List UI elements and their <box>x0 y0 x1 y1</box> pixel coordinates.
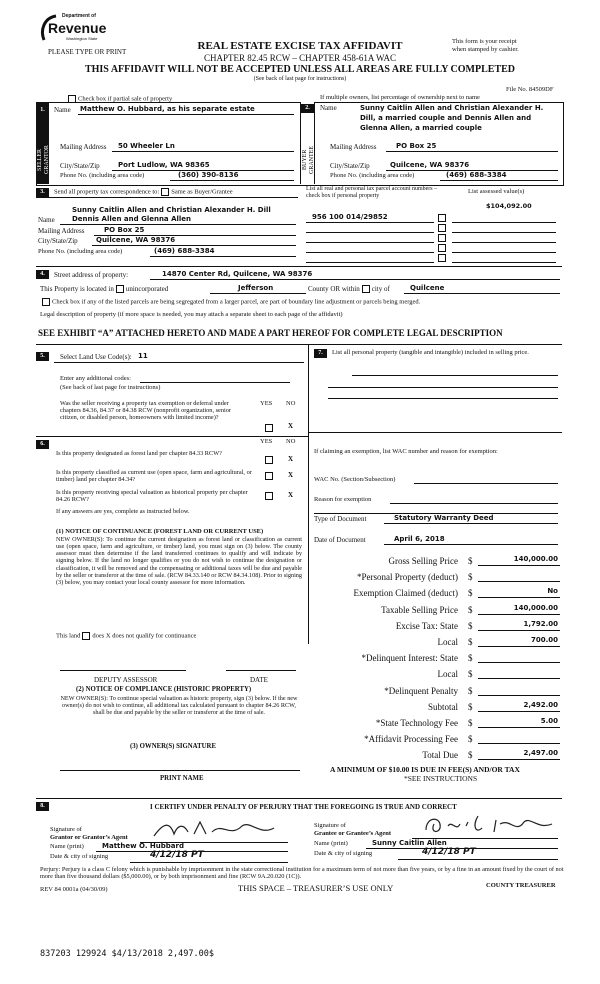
correspondence-phone-label: Phone No. (including area code) <box>38 248 123 255</box>
segregated-row <box>40 298 580 306</box>
calc-value[interactable]: 700.00 <box>530 636 558 644</box>
yes-header-6: YES <box>260 438 273 445</box>
city-of-label: city of <box>371 285 390 293</box>
reason-label: Reason for exemption <box>314 496 372 503</box>
street-label: Street address of property: <box>54 271 129 279</box>
seller-city[interactable]: Port Ludlow, WA 98365 <box>118 161 210 169</box>
grantee-signature-icon <box>420 812 560 838</box>
grantor-sig-label-1: Signature of <box>50 826 82 833</box>
wac-number-label: WAC No. (Section/Subsection) <box>314 476 396 483</box>
logo-word: Revenue <box>48 20 107 36</box>
historic-question: Is this property receiving special valuation as historical property per chapter 84.26 RCW? <box>56 489 248 504</box>
calc-dollar-sign: $ <box>468 750 473 760</box>
calc-dollar-sign: $ <box>468 669 473 679</box>
calc-dollar-sign: $ <box>468 605 473 615</box>
notice-continuance-title: (1) NOTICE OF CONTINUANCE (FOREST LAND OR CURRENT USE) <box>56 528 264 535</box>
correspondence-mailing-label: Mailing Address <box>38 227 85 235</box>
seller-mailing[interactable]: 50 Wheeler Ln <box>118 142 175 150</box>
calc-dollar-sign: $ <box>468 653 473 663</box>
calc-value[interactable]: 1,792.00 <box>523 620 558 628</box>
this-land-label: This land <box>56 632 81 640</box>
buyer-city-label: City/State/Zip <box>330 162 370 170</box>
logo-top-text: Department of <box>62 13 96 19</box>
owner-signature-label: (3) OWNER(S) SIGNATURE <box>130 743 216 750</box>
land-use-code[interactable]: 11 <box>138 352 148 360</box>
additional-codes-note: (See back of last page for instructions) <box>60 384 161 391</box>
seller-phone[interactable]: (360) 390-8136 <box>178 171 239 179</box>
seller-name-label: Name <box>54 106 71 114</box>
grantee-sig-label-2: Grantee or Grantee’s Agent <box>314 830 392 837</box>
land-use-label: Select Land Use Code(s): <box>60 353 132 361</box>
receipt-note-2: when stamped by cashier. <box>452 46 519 53</box>
this-land-row <box>56 632 196 640</box>
calc-value[interactable]: 140,000.00 <box>513 604 558 612</box>
see-back-note: (See back of last page for instructions) <box>253 76 347 82</box>
section-8-number: 8. <box>36 802 49 811</box>
calc-dollar-sign: $ <box>468 718 473 728</box>
buyer-side-label: BUYER GRANTEE <box>302 146 315 174</box>
forest-no-mark[interactable]: X <box>288 455 294 463</box>
deputy-assessor-label: DEPUTY ASSESSOR <box>94 676 158 684</box>
grantor-sig-label-2: Grantor or Grantor’s Agent <box>50 834 128 841</box>
document-date-label: Date of Document <box>314 536 366 544</box>
calc-value[interactable]: 2,497.00 <box>523 749 558 757</box>
exhibit-statement: SEE EXHIBIT “A” ATTACHED HERETO AND MADE A PART HEREOF FOR COMPLETE LEGAL DESCRIPTION <box>38 328 503 338</box>
calc-label: Exemption Claimed (deduct) <box>353 588 458 598</box>
grantor-date-city[interactable]: 4/12/18 PT <box>150 850 204 860</box>
historic-no-mark[interactable]: X <box>288 491 294 499</box>
segregated-checkbox[interactable] <box>42 298 50 306</box>
correspondence-name-2[interactable]: Dennis Allen and Glenna Allen <box>72 215 192 223</box>
legal-description-label: Legal description of property (if more space is needed, you may attach a separate sheet to each page of the affidavit) <box>40 311 343 318</box>
calc-label: *Delinquent Interest: State <box>361 653 458 663</box>
calc-label: Local <box>437 669 458 679</box>
parcel-number[interactable]: 956 100 014/29852 <box>312 213 388 221</box>
grantor-name-print-label: Name (print) <box>50 843 84 850</box>
correspondence-city-label: City/State/Zip <box>38 237 78 245</box>
seller-name[interactable]: Matthew O. Hubbard, as his separate estate <box>80 105 255 113</box>
grantor-signature-icon <box>150 818 280 842</box>
calc-dollar-sign: $ <box>468 734 473 744</box>
city-checkbox[interactable] <box>362 285 370 293</box>
receipt-note-1: This form is your receipt <box>452 38 517 45</box>
buyer-name[interactable]: Sunny Caitlin Allen and Christian Alexander H. Dill, a married couple and Dennis Allen and Glenna Allen, a married couple <box>360 104 544 132</box>
property-county[interactable]: Jefferson <box>238 284 274 292</box>
section-3-number: 3. <box>36 188 49 197</box>
assessed-value[interactable]: $104,092.00 <box>486 202 532 210</box>
segregated-label: Check box if any of the listed parcels are being segregated from a larger parcel, are part of boundary line adjustment or parcels being merged. <box>52 298 421 306</box>
correspondence-label: Send all property tax correspondence to: <box>54 188 160 196</box>
calc-label: *Delinquent Penalty <box>384 686 458 696</box>
perjury-statement: Perjury: Perjury is a class C felony which is punishable by imprisonment in the state correctional institution for a maximum term of not more than five years, or by a fine in an amount fixed by the court of not more than five thousand dollars ($5,000.00), or by both imprisonment and fine (RCW 9A.20.020 (1C)). <box>40 866 564 881</box>
section-2-number: 2. <box>301 104 314 113</box>
calc-label: Taxable Selling Price <box>381 605 458 615</box>
calc-value[interactable]: No <box>547 587 558 595</box>
seller-city-label: City/State/Zip <box>60 162 100 170</box>
calc-label: Excise Tax: State <box>395 621 458 631</box>
correspondence-phone[interactable]: (469) 688-3384 <box>154 247 215 255</box>
calc-value[interactable]: 140,000.00 <box>513 555 558 563</box>
current-use-yes-checkbox[interactable] <box>265 472 273 480</box>
notice-compliance-title: (2) NOTICE OF COMPLIANCE (HISTORIC PROPERTY) <box>76 686 252 693</box>
seller-side-label: SELLER GRANTOR <box>37 145 50 175</box>
section-7-number: 7. <box>314 349 327 358</box>
parcel-personal-checkbox-3[interactable] <box>438 234 446 242</box>
personal-property-label: List all personal property (tangible and intangible) included in selling price. <box>332 349 529 356</box>
print-name-label: PRINT NAME <box>160 775 204 782</box>
form-warning: THIS AFFIDAVIT WILL NOT BE ACCEPTED UNLESS ALL AREAS ARE FULLY COMPLETED <box>84 64 516 75</box>
minimum-due-note: A MINIMUM OF $10.00 IS DUE IN FEE(S) AND/OR TAX <box>330 765 520 774</box>
form-title: REAL ESTATE EXCISE TAX AFFIDAVIT <box>197 40 403 52</box>
parcel-label: List all real and personal tax parcel account numbers – check box if personal property <box>306 186 438 199</box>
calc-label: *Personal Property (deduct) <box>357 572 458 582</box>
section-5-number: 5. <box>36 352 49 361</box>
exemption-question: Was the seller receiving a property tax exemption or deferral under chapters 84.36, 84.37 or 84.38 RCW (nonprofit organization, senior citizen, or disabled person, homeowners with limited income)? <box>60 400 231 422</box>
form-chapter: CHAPTER 82.45 RCW – CHAPTER 458-61A WAC <box>204 53 396 63</box>
document-type-label: Type of Document <box>314 515 367 523</box>
section-6-number: 6. <box>36 440 49 449</box>
form-revision: REV 84 0001a (04/30/09) <box>40 886 108 893</box>
if-yes-note: If any answers are yes, complete as instructed below. <box>56 508 190 515</box>
notice-continuance-body: NEW OWNER(S): To continue the current designation as forest land or classification as current use (open space, farm and agriculture, or timber) land, you must sign on (3) below. The county assessor must then determine if the land transferred continues to qualify and will indicate by signing below. If the land no longer qualifies or you do not wish to continue the designation or classification, it will be removed and the compensating or additional taxes will be due and payable by the seller or transferor at the time of sale. (RCW 84.33.140 or RCW 84.34.108). Prior to signing (3) below, you may contact your local county assessor for more information. <box>56 536 302 586</box>
forest-yes-checkbox[interactable] <box>265 456 273 464</box>
treasurer-space-note: THIS SPACE – TREASURER’S USE ONLY <box>238 883 394 893</box>
grantee-date-city-label: Date & city of signing <box>314 850 373 857</box>
grantee-date-city[interactable]: 4/12/18 PT <box>422 847 476 857</box>
current-use-question: Is this property classified as current use (open space, farm and agricultural, or timber) land per chapter 84.34? <box>56 469 252 484</box>
parcel-personal-checkbox-4[interactable] <box>438 244 446 252</box>
calc-label: Gross Selling Price <box>388 556 458 566</box>
type-or-print: PLEASE TYPE OR PRINT <box>48 48 127 56</box>
document-date[interactable]: April 6, 2018 <box>394 535 445 543</box>
historic-yes-checkbox[interactable] <box>265 492 273 500</box>
seller-phone-label: Phone No. (including area code) <box>60 172 145 179</box>
additional-codes-label: Enter any additional codes: <box>60 375 131 382</box>
correspondence-name-label: Name <box>38 216 55 224</box>
multiple-owners-note: If multiple owners, list percentage of ownership next to name <box>320 94 480 101</box>
does-qualify-checkbox[interactable] <box>82 632 90 640</box>
exemption-yes-checkbox[interactable] <box>265 424 273 432</box>
unincorporated-label: unincorporated <box>125 285 169 293</box>
grantor-printed-name[interactable]: Matthew O. Hubbard <box>102 842 184 850</box>
buyer-phone[interactable]: (469) 688-3384 <box>446 171 507 179</box>
same-as-buyer-label: Same as Buyer/Grantee <box>171 188 233 196</box>
exemption-no-mark[interactable]: X <box>288 422 294 430</box>
calc-label: *Affidavit Processing Fee <box>364 734 458 744</box>
calc-value[interactable]: 2,492.00 <box>523 701 558 709</box>
calc-label: *State Technology Fee <box>375 718 458 728</box>
partial-sale-label: Check box if partial sale of property <box>78 95 173 103</box>
calc-dollar-sign: $ <box>468 621 473 631</box>
forest-question: Is this property designated as forest land per chapter 84.33 RCW? <box>56 450 222 457</box>
buyer-name-label: Name <box>320 104 337 112</box>
located-label: This Property is located in <box>40 285 114 293</box>
calc-dollar-sign: $ <box>468 556 473 566</box>
correspondence-mailing[interactable]: PO Box 25 <box>104 226 145 234</box>
grantee-name-print-label: Name (print) <box>314 840 348 847</box>
does-not-qualify-label: does X does not qualify for continuance <box>92 632 197 640</box>
current-use-no-mark[interactable]: X <box>288 471 294 479</box>
grantee-printed-name[interactable]: Sunny Caitlin Allen <box>372 839 447 847</box>
parcel-personal-checkbox-1[interactable] <box>438 214 446 222</box>
calc-dollar-sign: $ <box>468 702 473 712</box>
file-number: File No. 84509DF <box>506 86 554 93</box>
correspondence-city[interactable]: Quilcene, WA 98376 <box>96 236 176 244</box>
parcel-personal-checkbox-2[interactable] <box>438 224 446 232</box>
buyer-city[interactable]: Quilcene, WA 98376 <box>390 161 470 169</box>
see-instructions-note: *SEE INSTRUCTIONS <box>404 774 478 783</box>
calc-dollar-sign: $ <box>468 637 473 647</box>
assessed-label: List assessed value(s) <box>468 188 525 195</box>
calc-label: Total Due <box>422 750 458 760</box>
notice-compliance-body: NEW OWNER(S): To continue special valuation as historic property, sign (3) below. If the new owner(s) do not wish to continue, all additional tax calculated pursuant to chapter 84.26 RCW, shall be due and payable by the seller or transferor at the time of sale. <box>60 695 298 717</box>
seller-mailing-label: Mailing Address <box>60 143 107 151</box>
county-treasurer-label: COUNTY TREASURER <box>486 882 556 889</box>
county-or-row <box>308 285 390 293</box>
exemption-wac-label: If claiming an exemption, list WAC number and reason for exemption: <box>314 448 498 455</box>
calc-dollar-sign: $ <box>468 686 473 696</box>
yes-header-5: YES <box>260 400 273 407</box>
property-city[interactable]: Quilcene <box>410 284 445 292</box>
same-as-buyer-checkbox[interactable] <box>161 188 169 196</box>
unincorporated-checkbox[interactable] <box>116 285 124 293</box>
buyer-mailing-label: Mailing Address <box>330 143 377 151</box>
grantor-date-city-label: Date & city of signing <box>50 853 109 860</box>
logo-sub-text: Washington State <box>66 36 98 41</box>
calc-label: Local <box>437 637 458 647</box>
correspondence-row <box>54 188 233 196</box>
no-header-5: NO <box>286 400 296 407</box>
county-or-label: County OR within <box>308 285 360 293</box>
grantee-sig-label-1: Signature of <box>314 822 346 829</box>
located-row <box>40 285 168 293</box>
no-header-6: NO <box>286 438 296 445</box>
document-type[interactable]: Statutory Warranty Deed <box>394 514 494 522</box>
buyer-mailing[interactable]: PO Box 25 <box>396 142 437 150</box>
calc-dollar-sign: $ <box>468 572 473 582</box>
section-1-number: 1. <box>36 106 49 115</box>
parcel-personal-checkbox-5[interactable] <box>438 254 446 262</box>
cashier-stamp: 837203 129924 $4/13/2018 2,497.00$ <box>40 949 214 959</box>
date-label: DATE <box>250 676 268 684</box>
section-4-number: 4. <box>36 270 49 279</box>
calc-dollar-sign: $ <box>468 588 473 598</box>
property-street[interactable]: 14870 Center Rd, Quilcene, WA 98376 <box>162 270 313 278</box>
certify-statement: I CERTIFY UNDER PENALTY OF PERJURY THAT THE FOREGOING IS TRUE AND CORRECT <box>150 803 457 811</box>
calc-value[interactable]: 5.00 <box>540 717 558 725</box>
calc-label: Subtotal <box>427 702 458 712</box>
buyer-phone-label: Phone No. (including area code) <box>330 172 415 179</box>
correspondence-name-1[interactable]: Sunny Caitlin Allen and Christian Alexander H. Dill <box>72 206 271 214</box>
